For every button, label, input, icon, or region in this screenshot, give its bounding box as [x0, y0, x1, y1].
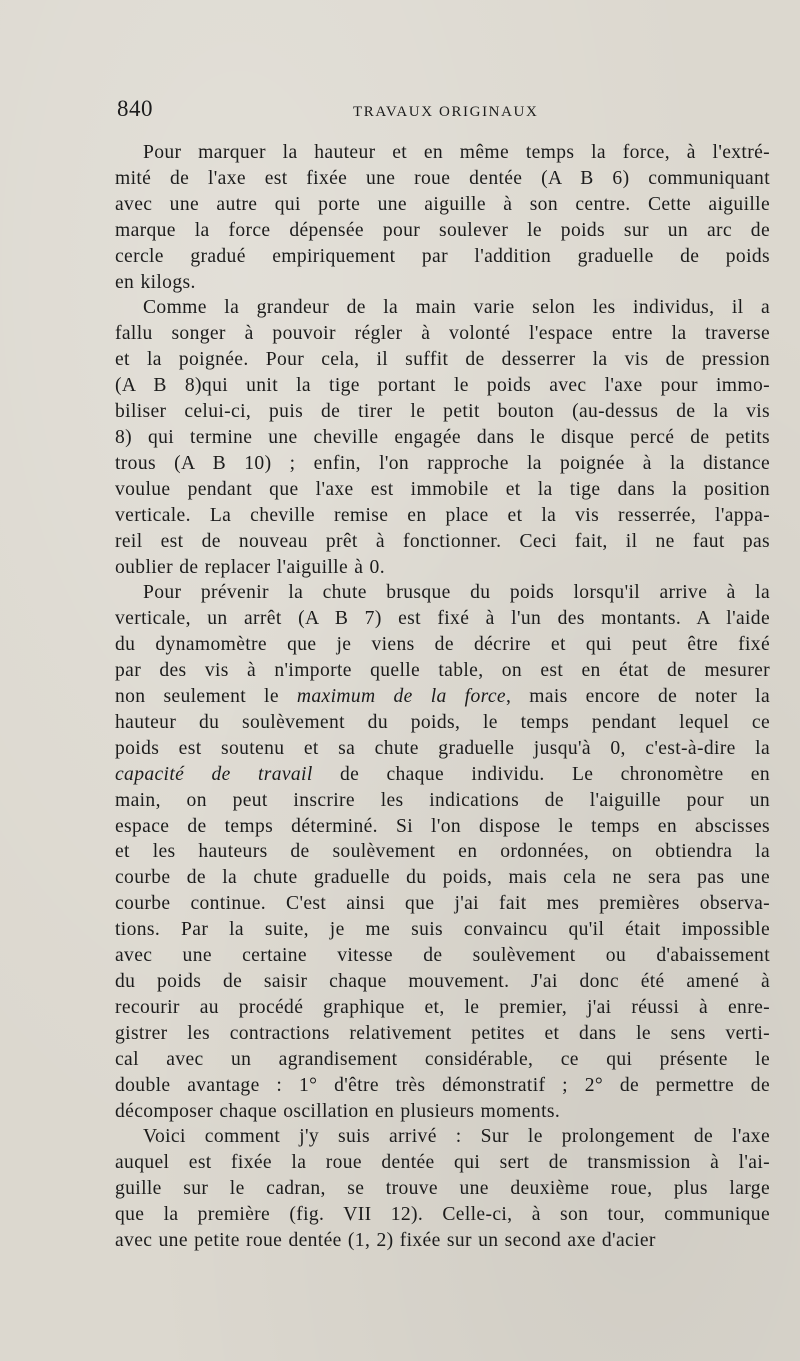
text-line: mité de l'axe est fixée une roue dentée (A B 6) communiquant — [115, 167, 770, 189]
paragraph — [115, 580, 770, 1124]
text-line: main, on peut inscrire les indications de l'aiguille pour un — [115, 789, 770, 811]
text-line: recourir au procédé graphique et, le premier, j'ai réussi à enre- — [115, 996, 770, 1018]
text-line: (A B 8)qui unit la tige portant le poids avec l'axe pour immo- — [115, 375, 770, 397]
text-line: biliser celui-ci, puis de tirer le petit bouton (au-dessus de la vis — [115, 401, 770, 423]
running-head: TRAVAUX ORIGINAUX — [353, 104, 539, 120]
text-line: hauteur du soulèvement du poids, le temps pendant lequel ce — [115, 711, 770, 733]
text-line: verticale. La cheville remise en place et la vis resserrée, l'appa- — [115, 504, 770, 526]
text-line: trous (A B 10) ; enfin, l'on rapproche la poignée à la distance — [115, 452, 770, 474]
paragraph — [115, 1124, 770, 1254]
text-line: Pour prévenir la chute brusque du poids lorsqu'il arrive à la — [143, 582, 770, 604]
text-line: poids est soutenu et sa chute graduelle jusqu'à 0, c'est-à-dire la — [115, 737, 770, 759]
text-line: auquel est fixée la roue dentée qui sert de transmission à l'ai- — [115, 1152, 770, 1174]
text-line: du poids de saisir chaque mouvement. J'ai donc été amené à — [115, 971, 770, 992]
text-line: Pour marquer la hauteur et en même temps la force, à l'extré- — [143, 142, 770, 163]
page-number: 840 — [117, 96, 153, 121]
paragraph — [115, 140, 770, 295]
text-line: en kilogs. — [115, 271, 196, 293]
text-line: décomposer chaque oscillation en plusieurs moments. — [115, 1100, 561, 1122]
paragraph — [115, 295, 770, 580]
text-line: avec une petite roue dentée (1, 2) fixée sur un second axe d'acier — [115, 1230, 656, 1252]
text-line: guille sur le cadran, se trouve une deuxième roue, plus large — [115, 1178, 770, 1200]
body-text — [115, 140, 770, 1254]
text-line: fallu songer à pouvoir régler à volonté l'espace entre la traverse — [115, 323, 770, 345]
text-line: cal avec un agrandisement considérable, ce qui présente le — [115, 1048, 770, 1070]
text-line: Comme la grandeur de la main varie selon les individus, il a — [143, 297, 770, 319]
text-line: courbe de la chute graduelle du poids, mais cela ne sera pas une — [115, 867, 770, 889]
text-line: cercle gradué empiriquement par l'addition graduelle de poids — [115, 245, 770, 267]
emphasis: maximum de la force — [296, 686, 506, 708]
emphasis: capacité de travail — [115, 763, 313, 785]
text-line: reil est de nouveau prêt à fonctionner. Ceci fait, il ne faut pas — [115, 530, 770, 552]
text-line: verticale, un arrêt (A B 7) est fixé à l'un des montants. A l'aide — [115, 608, 770, 630]
text-line: tions. Par la suite, je me suis convaincu qu'il était impossible — [115, 919, 770, 941]
text-line: Voici comment j'y suis arrivé : Sur le prolongement de l'axe — [143, 1126, 770, 1148]
text-line: du dynamomètre que je viens de décrire et qui peut être fixé — [115, 634, 770, 656]
text-line: non seulement le maximum de la force, mais encore de noter la — [115, 686, 771, 708]
text-line: avec une certaine vitesse de soulèvement ou d'abaissement — [115, 945, 770, 967]
text-line: par des vis à n'importe quelle table, on est en état de mesurer — [115, 660, 770, 682]
text-line: voulue pendant que l'axe est immobile et la tige dans la position — [115, 478, 770, 500]
text-line: espace de temps déterminé. Si l'on dispose le temps en abscisses — [115, 815, 770, 837]
text-line: avec une autre qui porte une aiguille à son centre. Cette aiguille — [115, 193, 770, 215]
text-line: courbe continue. C'est ainsi que j'ai fait mes premières observa- — [115, 893, 770, 915]
text-line: que la première (fig. VII 12). Celle-ci, à son tour, communique — [115, 1204, 770, 1226]
text-line: oublier de replacer l'aiguille à 0. — [115, 556, 385, 578]
text-line: marque la force dépensée pour soulever le poids sur un arc de — [115, 219, 770, 241]
text-line: 8) qui termine une cheville engagée dans le disque percé de petits — [115, 426, 770, 448]
text-line: et la poignée. Pour cela, il suffit de desserrer la vis de pression — [115, 349, 770, 371]
page-header — [117, 96, 767, 126]
text-line: gistrer les contractions relativement petites et dans le sens verti- — [115, 1022, 770, 1044]
text-line: et les hauteurs de soulèvement en ordonnées, on obtiendra la — [115, 841, 770, 863]
text-line: capacité de travail de chaque individu. Le chronomètre en — [115, 763, 770, 785]
text-line: double avantage : 1° d'être très démonstratif ; 2° de permettre de — [115, 1074, 770, 1096]
